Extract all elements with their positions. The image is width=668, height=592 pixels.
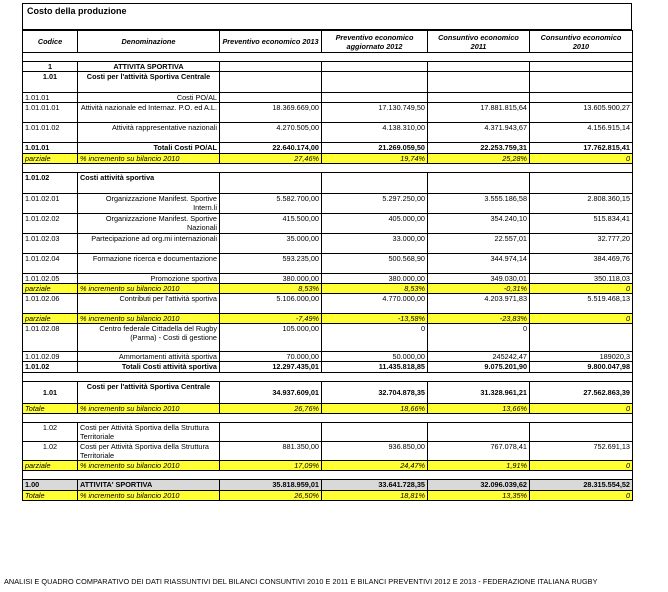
prev-agg-2012-cell: 8,53%	[322, 284, 428, 294]
col-header-denominazione: Denominazione	[78, 31, 220, 53]
cons-2011-cell: 4.203.971,83	[428, 294, 530, 314]
name-cell: Costi PO/AL	[78, 93, 220, 103]
cons-2011-cell: 349.030,01	[428, 274, 530, 284]
cons-2011-cell: 22.557,01	[428, 234, 530, 254]
code-cell: 1.01	[23, 382, 78, 404]
col-header-cons-2010: Consuntivo economico 2010	[530, 31, 633, 53]
name-cell: ATTIVITA SPORTIVA	[78, 62, 220, 72]
code-cell: 1.01.02.05	[23, 274, 78, 284]
spacer-row	[23, 471, 633, 480]
code-cell	[23, 373, 78, 382]
cons-2011-cell: 25,28%	[428, 154, 530, 164]
cons-2011-cell: 1,91%	[428, 461, 530, 471]
prev-agg-2012-cell: -13,58%	[322, 314, 428, 324]
name-cell: Partecipazione ad org.mi internazionali	[78, 234, 220, 254]
name-cell: Organizzazione Manifest. Sportive Nazionali	[78, 214, 220, 234]
prev-agg-2012-cell: 5.297.250,00	[322, 194, 428, 214]
prev-2013-cell: 18.369.669,00	[220, 103, 322, 123]
prev-agg-2012-cell: 500.568,90	[322, 254, 428, 274]
prev-2013-cell: 70.000,00	[220, 352, 322, 362]
cons-2010-cell: 9.800.047,98	[530, 362, 633, 373]
table-row	[23, 93, 633, 103]
code-cell: 1.00	[23, 480, 78, 491]
cons-2010-cell: 752.691,13	[530, 442, 633, 461]
cons-2011-cell: 354.240,10	[428, 214, 530, 234]
prev-2013-cell: 34.937.609,01	[220, 382, 322, 404]
prev-agg-2012-cell	[322, 173, 428, 194]
code-cell: 1.01.02.02	[23, 214, 78, 234]
cons-2010-cell: 0	[530, 461, 633, 471]
prev-agg-2012-cell	[322, 53, 428, 62]
name-cell: Costi per l'attività Sportiva Centrale	[78, 72, 220, 93]
header-row	[23, 31, 633, 53]
prev-2013-cell: 35.818.959,01	[220, 480, 322, 491]
table-row	[23, 423, 633, 442]
prev-2013-cell: 26,76%	[220, 404, 322, 414]
prev-2013-cell: 35.000,00	[220, 234, 322, 254]
name-cell: Contributi per l'attività sportiva	[78, 294, 220, 314]
prev-agg-2012-cell: 24,47%	[322, 461, 428, 471]
prev-agg-2012-cell: 33.641.728,35	[322, 480, 428, 491]
cons-2010-cell: 0	[530, 491, 633, 501]
cons-2011-cell	[428, 173, 530, 194]
prev-agg-2012-cell: 0	[322, 324, 428, 352]
cons-2011-cell	[428, 414, 530, 423]
code-cell: 1.01.02.03	[23, 234, 78, 254]
table-row	[23, 62, 633, 72]
name-cell	[78, 471, 220, 480]
name-cell: Costi per Attività Sportiva della Struttura Territoriale	[78, 442, 220, 461]
prev-2013-cell: 881.350,00	[220, 442, 322, 461]
prev-2013-cell: 8,53%	[220, 284, 322, 294]
name-cell: Costi per Attività Sportiva della Struttura Territoriale	[78, 423, 220, 442]
cons-2010-cell: 4.156.915,14	[530, 123, 633, 143]
code-cell: 1.01.02.06	[23, 294, 78, 314]
prev-2013-cell: 26,50%	[220, 491, 322, 501]
name-cell: ATTIVITA' SPORTIVA	[78, 480, 220, 491]
percent-row	[23, 404, 633, 414]
cons-2010-cell: 28.315.554,52	[530, 480, 633, 491]
name-cell	[78, 373, 220, 382]
cons-2011-cell: 4.371.943,67	[428, 123, 530, 143]
cons-2011-cell: -0,31%	[428, 284, 530, 294]
cons-2011-cell	[428, 93, 530, 103]
cons-2010-cell	[530, 173, 633, 194]
prev-2013-cell	[220, 471, 322, 480]
cons-2011-cell	[428, 164, 530, 173]
cons-2010-cell: 27.562.863,39	[530, 382, 633, 404]
name-cell: Costi per l'attività Sportiva Centrale	[78, 382, 220, 404]
table-row	[23, 123, 633, 143]
cons-2011-cell: 245242,47	[428, 352, 530, 362]
code-cell: 1.01.02	[23, 173, 78, 194]
prev-agg-2012-cell: 19,74%	[322, 154, 428, 164]
prev-2013-cell	[220, 373, 322, 382]
cons-2010-cell	[530, 53, 633, 62]
name-cell: Formazione ricerca e documentazione	[78, 254, 220, 274]
cons-2010-cell: 350.118,03	[530, 274, 633, 284]
cons-2011-cell	[428, 62, 530, 72]
prev-agg-2012-cell: 21.269.059,50	[322, 143, 428, 154]
prev-2013-cell	[220, 62, 322, 72]
cons-2011-cell: 9.075.201,90	[428, 362, 530, 373]
cons-2010-cell: 0	[530, 314, 633, 324]
cons-2010-cell: 13.605.900,27	[530, 103, 633, 123]
prev-agg-2012-cell: 50.000,00	[322, 352, 428, 362]
prev-2013-cell: 105.000,00	[220, 324, 322, 352]
prev-2013-cell	[220, 72, 322, 93]
cons-2010-cell: 0	[530, 154, 633, 164]
cons-2010-cell: 0	[530, 404, 633, 414]
cons-2010-cell: 5.519.468,13	[530, 294, 633, 314]
cons-2010-cell	[530, 373, 633, 382]
cons-2011-cell: 344.974,14	[428, 254, 530, 274]
percent-row	[23, 154, 633, 164]
prev-2013-cell: 17,09%	[220, 461, 322, 471]
table-row	[23, 72, 633, 93]
prev-2013-cell: 380.000,00	[220, 274, 322, 284]
prev-agg-2012-cell	[322, 93, 428, 103]
prev-2013-cell: 415.500,00	[220, 214, 322, 234]
spacer-row	[23, 164, 633, 173]
table-title: Costo della produzione	[22, 3, 632, 30]
prev-2013-cell	[220, 423, 322, 442]
table-row	[23, 103, 633, 123]
cons-2011-cell: 13,66%	[428, 404, 530, 414]
cons-2010-cell	[530, 72, 633, 93]
cons-2010-cell: 17.762.815,41	[530, 143, 633, 154]
prev-2013-cell	[220, 173, 322, 194]
spacer-row	[23, 53, 633, 62]
code-cell: 1.02	[23, 423, 78, 442]
spacer-row	[23, 373, 633, 382]
prev-agg-2012-cell	[322, 72, 428, 93]
cons-2010-cell	[530, 423, 633, 442]
prev-agg-2012-cell	[322, 414, 428, 423]
code-cell	[23, 414, 78, 423]
percent-row	[23, 284, 633, 294]
code-cell: 1.02	[23, 442, 78, 461]
cons-2011-cell: 31.328.961,21	[428, 382, 530, 404]
code-cell	[23, 53, 78, 62]
prev-2013-cell: 12.297.435,01	[220, 362, 322, 373]
cons-2010-cell	[530, 414, 633, 423]
code-cell: 1.01.01	[23, 143, 78, 154]
prev-agg-2012-cell: 18,66%	[322, 404, 428, 414]
name-cell: % incremento su bilancio 2010	[78, 404, 220, 414]
prev-2013-cell: 5.582.700,00	[220, 194, 322, 214]
prev-agg-2012-cell: 936.850,00	[322, 442, 428, 461]
prev-2013-cell: 22.640.174,00	[220, 143, 322, 154]
cons-2010-cell	[530, 62, 633, 72]
name-cell	[78, 53, 220, 62]
prev-agg-2012-cell: 405.000,00	[322, 214, 428, 234]
name-cell: Centro federale Cittadella del Rugby (Parma) - Costi di gestione	[78, 324, 220, 352]
col-header-prev-2013: Preventivo economico 2013	[220, 31, 322, 53]
prev-agg-2012-cell: 17.130.749,50	[322, 103, 428, 123]
prev-2013-cell: 4.270.505,00	[220, 123, 322, 143]
code-cell: parziale	[23, 314, 78, 324]
code-cell: 1.01.02.09	[23, 352, 78, 362]
code-cell: Totale	[23, 491, 78, 501]
name-cell: % incremento su bilancio 2010	[78, 154, 220, 164]
cons-2011-cell: 32.096.039,62	[428, 480, 530, 491]
percent-row	[23, 491, 633, 501]
code-cell: Totale	[23, 404, 78, 414]
table-row	[23, 143, 633, 154]
name-cell: Ammortamenti attività sportiva	[78, 352, 220, 362]
table-row	[23, 362, 633, 373]
prev-2013-cell	[220, 414, 322, 423]
name-cell: Totali Costi attività sportiva	[78, 362, 220, 373]
name-cell	[78, 164, 220, 173]
code-cell: parziale	[23, 154, 78, 164]
prev-2013-cell: -7,49%	[220, 314, 322, 324]
col-header-codice: Codice	[23, 31, 78, 53]
table-row	[23, 324, 633, 352]
name-cell: Promozione sportiva	[78, 274, 220, 284]
prev-2013-cell	[220, 53, 322, 62]
cons-2011-cell	[428, 423, 530, 442]
cons-2011-cell	[428, 471, 530, 480]
table-row	[23, 274, 633, 284]
name-cell: Attività rappresentative nazionali	[78, 123, 220, 143]
cons-2010-cell	[530, 471, 633, 480]
cons-2011-cell	[428, 53, 530, 62]
table-row	[23, 442, 633, 461]
cons-2010-cell: 0	[530, 284, 633, 294]
table-row	[23, 194, 633, 214]
prev-2013-cell	[220, 93, 322, 103]
cons-2010-cell	[530, 164, 633, 173]
prev-agg-2012-cell: 4.770.000,00	[322, 294, 428, 314]
cons-2011-cell	[428, 72, 530, 93]
code-cell: 1.01.01.01	[23, 103, 78, 123]
table-row	[23, 214, 633, 234]
prev-agg-2012-cell: 18,81%	[322, 491, 428, 501]
prev-agg-2012-cell	[322, 62, 428, 72]
prev-agg-2012-cell	[322, 164, 428, 173]
code-cell: 1.01.02	[23, 362, 78, 373]
prev-2013-cell: 27,46%	[220, 154, 322, 164]
table-row	[23, 234, 633, 254]
name-cell: % incremento su bilancio 2010	[78, 461, 220, 471]
code-cell: 1.01.01.02	[23, 123, 78, 143]
prev-2013-cell: 593.235,00	[220, 254, 322, 274]
prev-agg-2012-cell: 32.704.878,35	[322, 382, 428, 404]
prev-agg-2012-cell: 380.000,00	[322, 274, 428, 284]
table-row	[23, 352, 633, 362]
prev-2013-cell	[220, 164, 322, 173]
spacer-row	[23, 414, 633, 423]
cons-2010-cell: 515.834,41	[530, 214, 633, 234]
prev-2013-cell: 5.106.000,00	[220, 294, 322, 314]
cost-table	[22, 30, 633, 501]
code-cell: 1	[23, 62, 78, 72]
code-cell: 1.01.02.08	[23, 324, 78, 352]
cons-2010-cell	[530, 324, 633, 352]
code-cell: 1.01.01	[23, 93, 78, 103]
table-row	[23, 254, 633, 274]
cons-2010-cell: 384.469,76	[530, 254, 633, 274]
col-header-prev-agg-2012: Preventivo economico aggiornato 2012	[322, 31, 428, 53]
name-cell: Totali Costi PO/AL	[78, 143, 220, 154]
page-footer: ANALISI E QUADRO COMPARATIVO DEI DATI RIASSUNTIVI DEL BILANCI CONSUNTIVI 2010 E 2011 E BILANCI PREVENTIVI 2012 E 2013 - FEDERAZIONE ITALIANA RUGBY	[4, 577, 598, 586]
code-cell	[23, 471, 78, 480]
prev-agg-2012-cell	[322, 373, 428, 382]
code-cell: 1.01.02.04	[23, 254, 78, 274]
name-cell: % incremento su bilancio 2010	[78, 314, 220, 324]
percent-row	[23, 461, 633, 471]
cons-2011-cell: 3.555.186,58	[428, 194, 530, 214]
code-cell: parziale	[23, 284, 78, 294]
cons-2011-cell: 17.881.815,64	[428, 103, 530, 123]
cons-2010-cell: 2.808.360,15	[530, 194, 633, 214]
table-row	[23, 382, 633, 404]
cons-2011-cell: 13,35%	[428, 491, 530, 501]
prev-agg-2012-cell: 4.138.310,00	[322, 123, 428, 143]
cons-2010-cell: 189020,3	[530, 352, 633, 362]
col-header-cons-2011: Consuntivo economico 2011	[428, 31, 530, 53]
cons-2011-cell	[428, 373, 530, 382]
prev-agg-2012-cell: 33.000,00	[322, 234, 428, 254]
code-cell	[23, 164, 78, 173]
percent-row	[23, 314, 633, 324]
name-cell: Organizzazione Manifest. Sportive Intern.li	[78, 194, 220, 214]
cons-2010-cell	[530, 93, 633, 103]
table-row	[23, 294, 633, 314]
cons-2010-cell: 32.777,20	[530, 234, 633, 254]
cons-2011-cell: -23,83%	[428, 314, 530, 324]
cons-2011-cell: 0	[428, 324, 530, 352]
code-cell: parziale	[23, 461, 78, 471]
code-cell: 1.01.02.01	[23, 194, 78, 214]
name-cell	[78, 414, 220, 423]
name-cell: % incremento su bilancio 2010	[78, 284, 220, 294]
prev-agg-2012-cell: 11.435.818,85	[322, 362, 428, 373]
prev-agg-2012-cell	[322, 471, 428, 480]
table-row	[23, 173, 633, 194]
cons-2011-cell: 22.253.759,31	[428, 143, 530, 154]
table-row	[23, 480, 633, 491]
name-cell: % incremento su bilancio 2010	[78, 491, 220, 501]
code-cell: 1.01	[23, 72, 78, 93]
name-cell: Attività nazionale ed Internaz. P.O. ed A.L.	[78, 103, 220, 123]
name-cell: Costi attività sportiva	[78, 173, 220, 194]
cons-2011-cell: 767.078,41	[428, 442, 530, 461]
cost-table-sheet	[22, 3, 632, 501]
prev-agg-2012-cell	[322, 423, 428, 442]
